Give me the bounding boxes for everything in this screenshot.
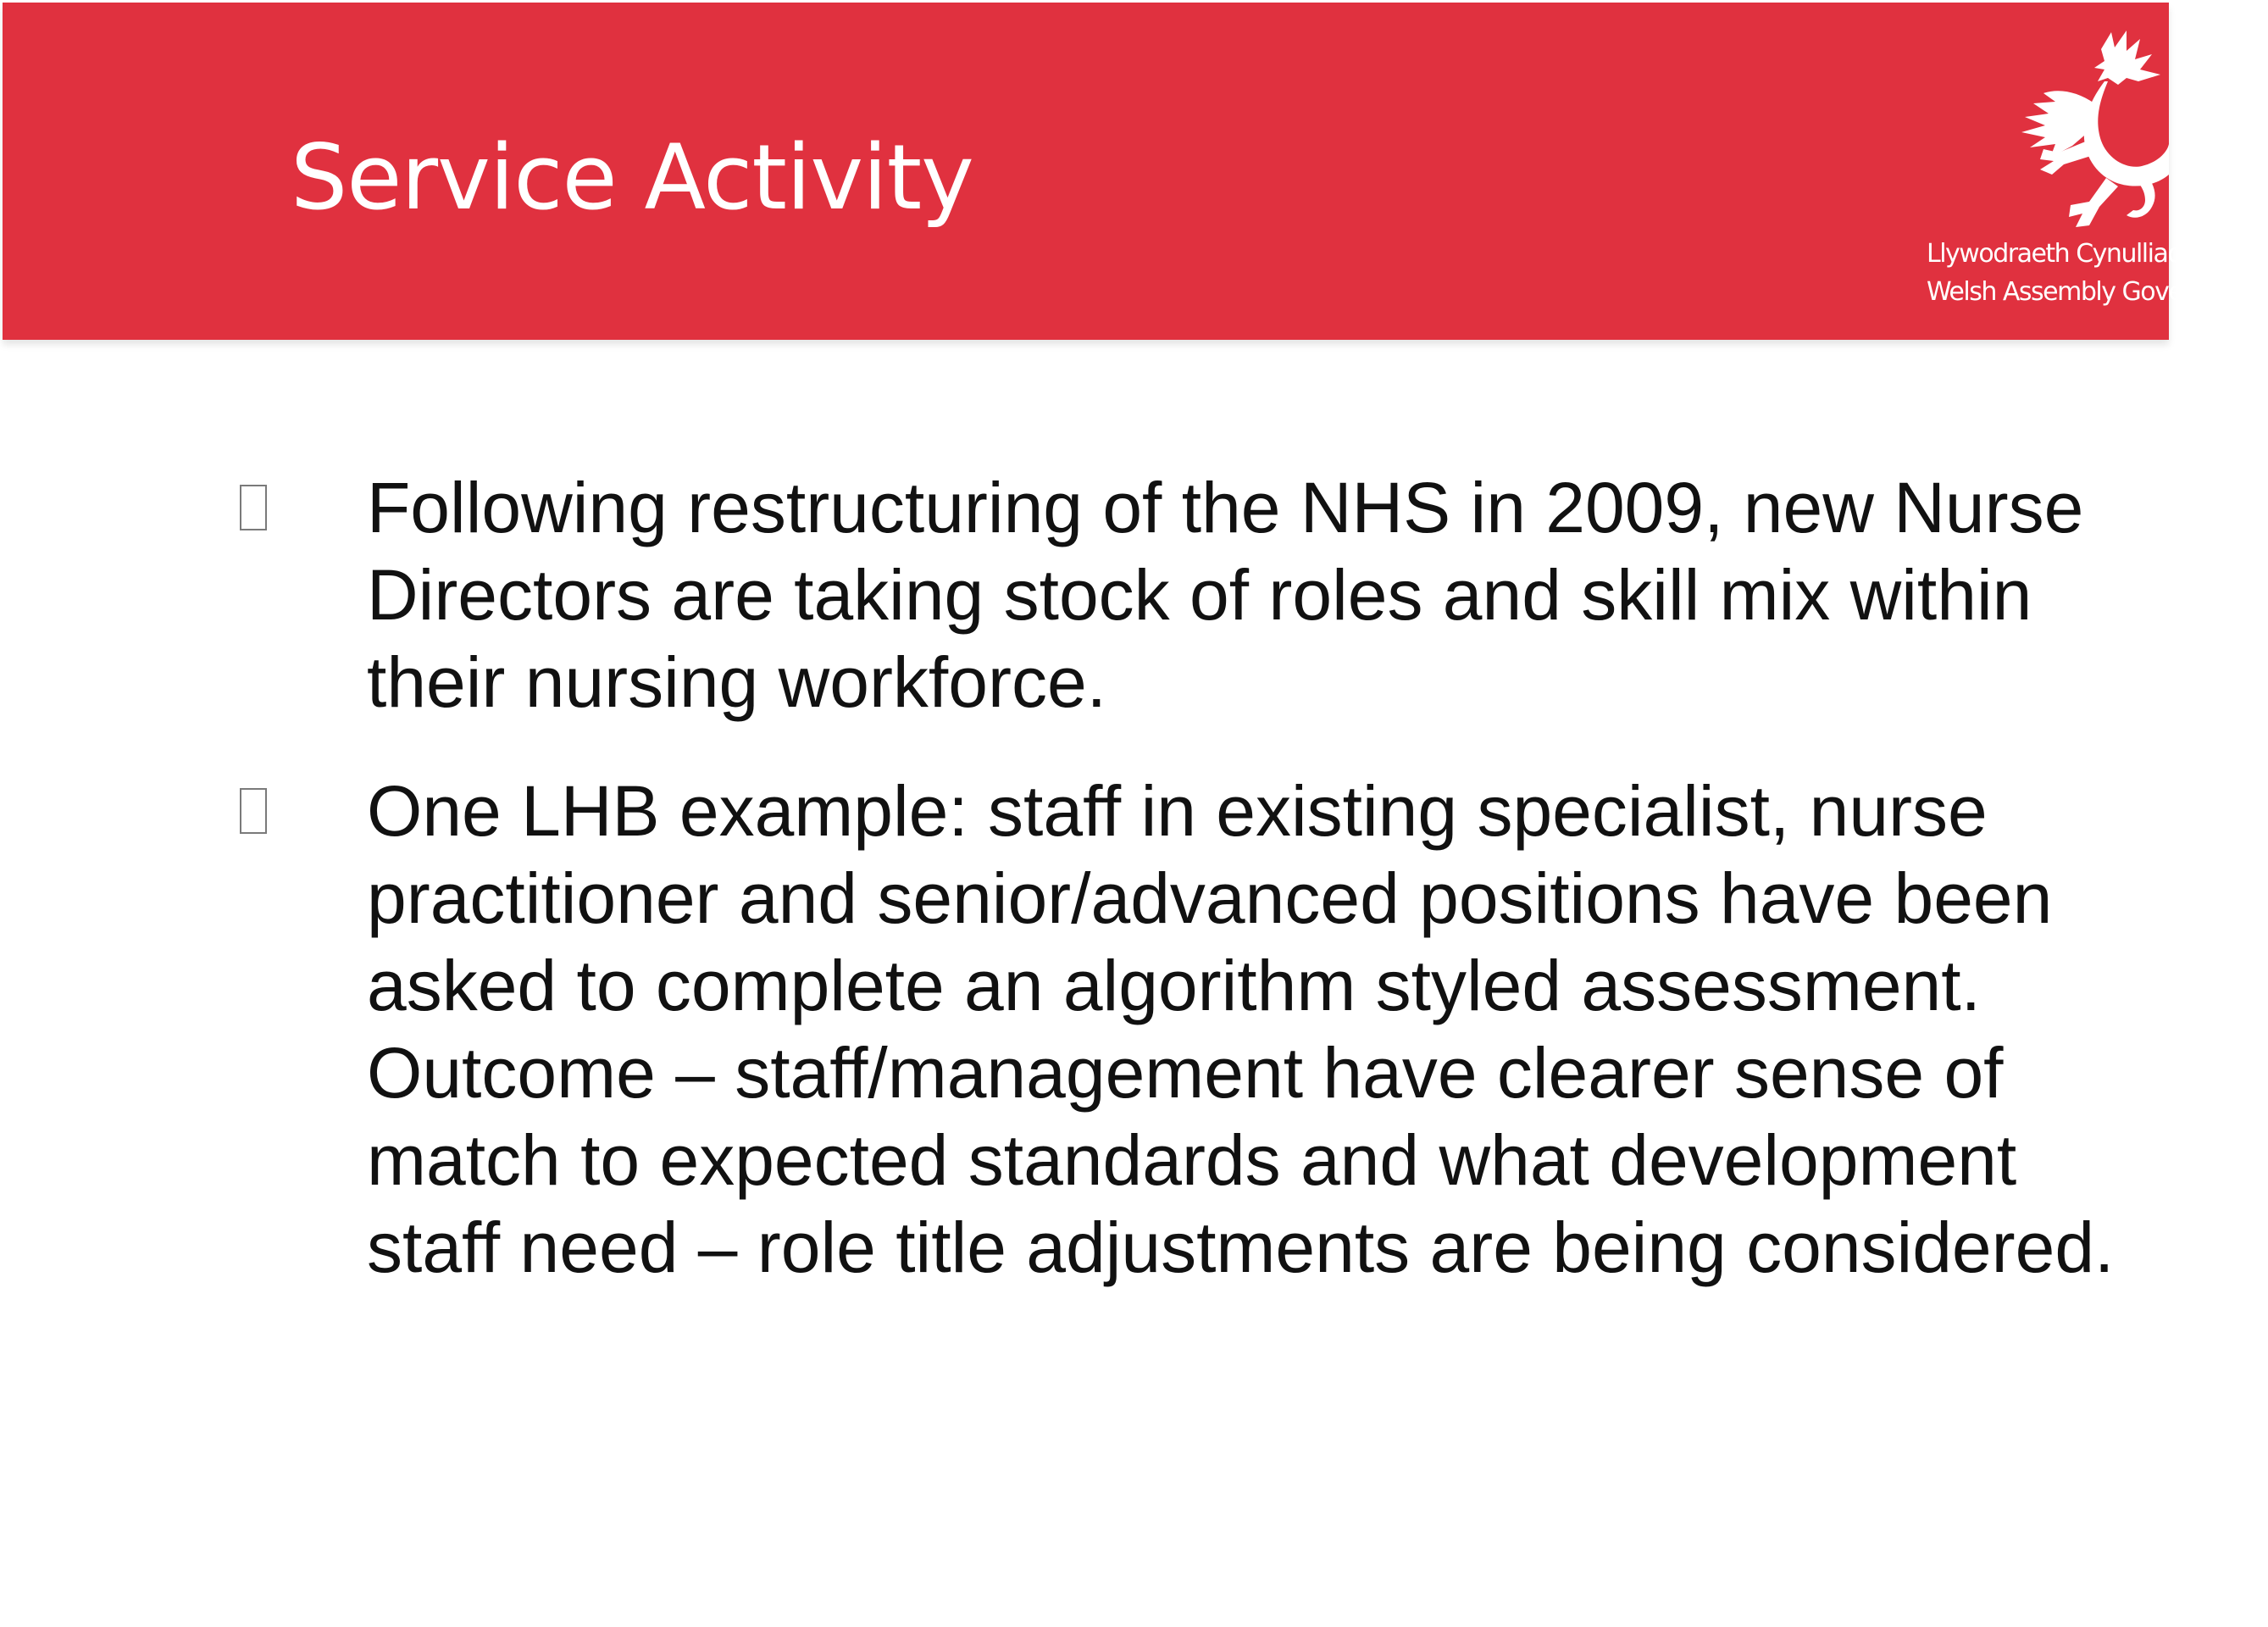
slide-title: Service Activity: [291, 125, 973, 230]
bullet-marker-icon: [240, 788, 267, 834]
bullet-text: One LHB example: staff in existing specialist, nurse practitioner and senior/advanced positions have been asked to complete an algorithm styled assessment. Outcome – staff/management have clearer sense of match to expected standards and what development staff need – role title adjustments are being considered.: [367, 771, 2115, 1287]
bullet-marker-icon: [240, 485, 267, 530]
logo-english-name: Welsh Assembly Government: [1927, 277, 2268, 307]
bullet-text: Following restructuring of the NHS in 2009, new Nurse Directors are taking stock of roles and skill mix within their nursing workforce.: [367, 468, 2084, 722]
logo-welsh-name: Llywodraeth Cynulliad Cymru: [1927, 239, 2267, 269]
